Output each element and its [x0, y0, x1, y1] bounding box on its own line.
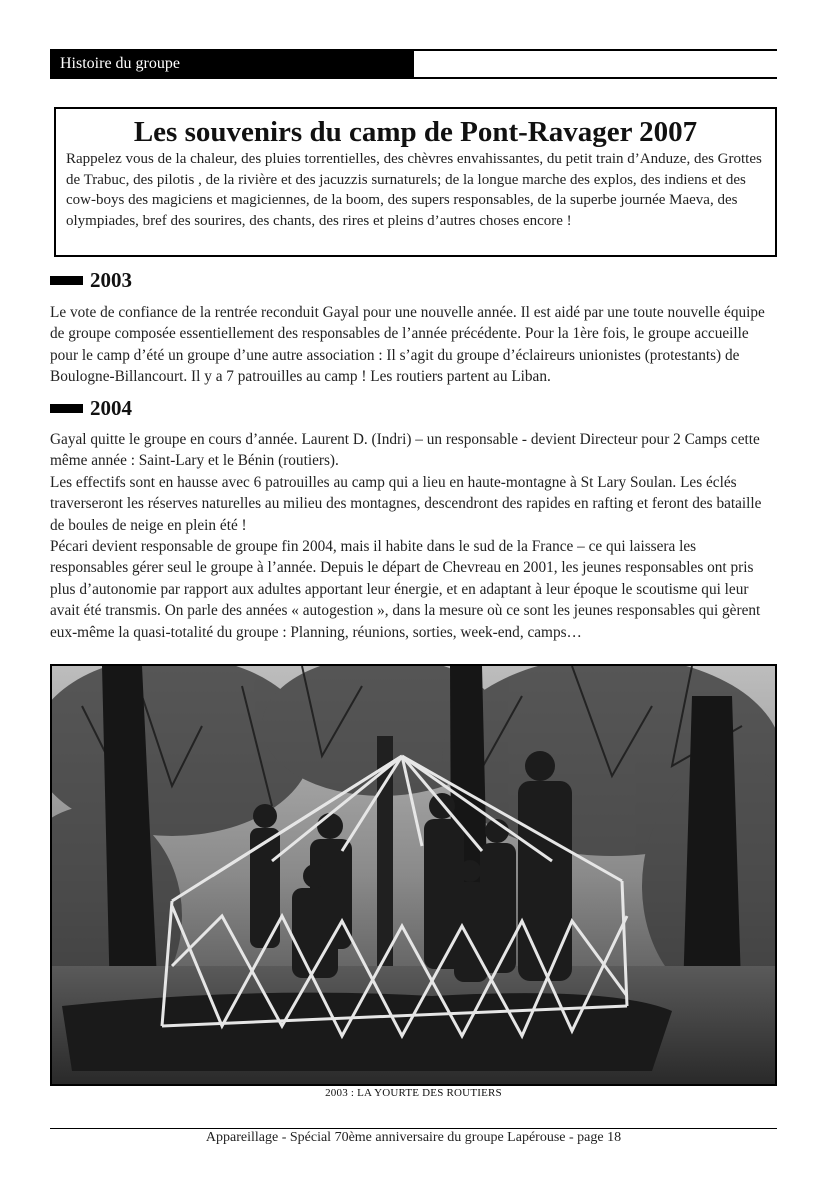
- paragraph: Le vote de confiance de la rentrée reconduit Gayal pour une nouvelle année. Il est aidé par une toute nouvelle équipe de groupe composée essentiellement des responsables de l’année précédente. Pour la 1ère fois, le groupe accueille pour le camp d’été un groupe d’une autre association : Il s’agit du groupe d’éclaireurs unionistes (protestants) de Boulogne-Billancourt. Il y a 7 patrouilles au camp ! Les routiers partent au Liban.: [50, 304, 765, 386]
- section-header: [50, 49, 777, 79]
- section-heading-2004: [50, 394, 132, 422]
- section-year: 2003: [90, 267, 132, 292]
- yurt-photo: [50, 664, 777, 1086]
- intro-text: Rappelez vous de la chaleur, des pluies torrentielles, des chèvres envahissantes, du petit train d’Anduze, des Grottes de Trabuc, des pilotis , de la rivière et des jacuzzis surnaturels; de la longue marche des explos, des indiens et des cow-boys des magiciens et magiciennes, de la boom, des supers responsables, de la superbe journée Maeva, des olympiades, bref des sourires, des chants, des rires et pleins d’autres choses encore !: [66, 151, 762, 229]
- photo-caption: 2003 : LA YOURTE DES ROUTIERS: [325, 1087, 502, 1099]
- heading-bar: [50, 404, 83, 413]
- heading-bar: [50, 276, 83, 285]
- intro-box: [54, 107, 777, 257]
- paragraph: Gayal quitte le groupe en cours d’année. Laurent D. (Indri) – un responsable - devient Directeur pour 2 Camps cette même année : Saint-Lary et le Bénin (routiers).: [50, 431, 760, 470]
- page-footer: Appareillage - Spécial 70ème anniversaire du groupe Lapérouse - page 18: [205, 1130, 622, 1145]
- section-label: Histoire du groupe: [50, 51, 414, 77]
- paragraph: Pécari devient responsable de groupe fin 2004, mais il habite dans le sud de la France – ce qui laissera les responsables gérer seul le groupe à l’année. Depuis le départ de Chevreau en 2001, les jeunes responsables ont pris plus d’autonomie par rapport aux adultes apportant leur énergie, et en adaptant à leur époque le scoutisme qui leur avait été transmis. On parle des années « autogestion », dans la mesure où ce sont les jeunes responsables qui gèrent eux-même la quasi-totalité du groupe : Planning, réunions, sorties, week-end, camps…: [50, 538, 761, 641]
- section-heading-2003: [50, 266, 132, 294]
- paragraph: Les effectifs sont en hausse avec 6 patrouilles au camp qui a lieu en haute-montagne à St Lary Soulan. Les éclés traverseront les réserves naturelles au milieu des montagnes, descendront des rapides en rafting et feront des bataille de boules de neige en plein été !: [50, 473, 762, 534]
- intro-title: Les souvenirs du camp de Pont-Ravager 2007: [133, 116, 698, 148]
- section-body-2004: [50, 429, 777, 643]
- footer-divider: [50, 1128, 777, 1129]
- section-year: 2004: [90, 395, 132, 420]
- yurt-photo-illustration: [52, 666, 775, 1084]
- section-body-2003: [50, 302, 777, 388]
